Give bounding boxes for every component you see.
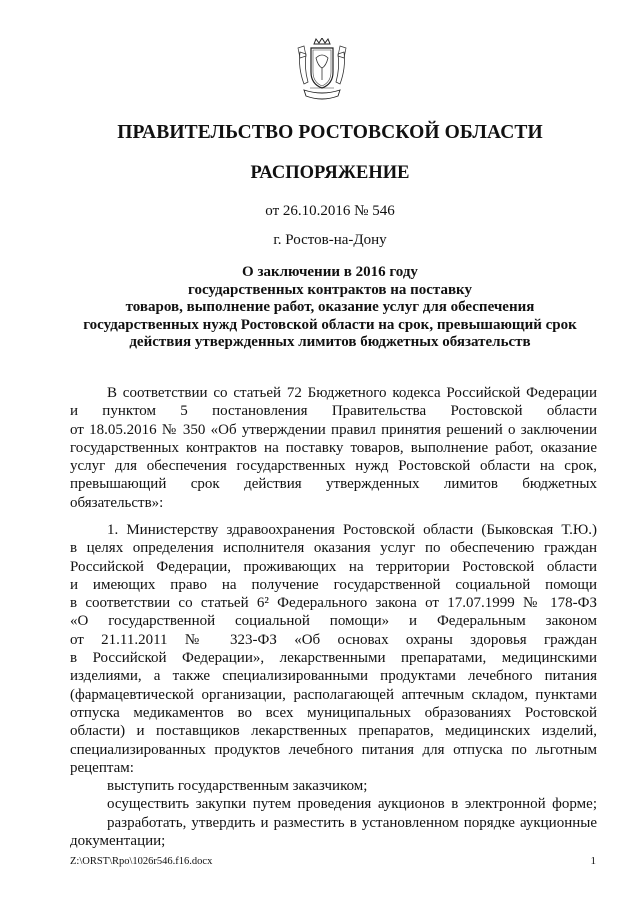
text-line: специализированных продуктов лечебного питания для отпуска по льготным bbox=[70, 741, 597, 758]
document-date-number: от 26.10.2016 № 546 bbox=[265, 203, 395, 219]
text-line: осуществить закупки путем проведения аукционов в электронной форме; bbox=[107, 796, 597, 813]
text-line: и пунктом 5 постановления Правительства Ростовской области bbox=[70, 403, 597, 420]
text-line: изделиями, а также специализированными продуктами лечебного питания bbox=[70, 668, 597, 685]
title-line: О заключении в 2016 году bbox=[242, 264, 418, 280]
text-line: в целях определения исполнителя оказания услуг по обеспечению граждан bbox=[70, 540, 597, 557]
text-line: В соответствии со статьей 72 Бюджетного кодекса Российской Федерации bbox=[107, 385, 597, 401]
title-line: действия утвержденных лимитов бюджетных обязательств bbox=[129, 334, 531, 350]
text-line: от 18.05.2016 № 350 «Об утверждении правил принятия решений о заключении bbox=[70, 421, 597, 438]
coat-of-arms-icon bbox=[296, 38, 348, 104]
title-line: товаров, выполнение работ, оказание услуг для обеспечения bbox=[125, 299, 535, 315]
title-line: государственных контрактов на поставку bbox=[188, 281, 472, 298]
document-type: РАСПОРЯЖЕНИЕ bbox=[250, 163, 410, 183]
text-line: области) и поставщиков лекарственных препаратов, медицинских изделий, bbox=[70, 723, 597, 740]
title-line: государственных нужд Ростовской области на срок, превышающий срок bbox=[83, 316, 577, 333]
text-line: документации; bbox=[70, 833, 166, 850]
text-line: превышающий срок действия утвержденных лимитов бюджетных bbox=[70, 476, 597, 493]
text-line: (фармацевтической организации, располагающей аптечным складом, пунктами bbox=[70, 686, 597, 703]
text-line: от 21.11.2011 № 323-ФЗ «Об основах охраны здоровья граждан bbox=[70, 631, 597, 648]
document-place: г. Ростов-на-Дону bbox=[273, 232, 387, 248]
organization-name: ПРАВИТЕЛЬСТВО РОСТОВСКОЙ ОБЛАСТИ bbox=[117, 122, 543, 143]
text-line: разработать, утвердить и разместить в установленном порядке аукционные bbox=[107, 814, 597, 831]
text-line: в Российской Федерации», лекарственными препаратами, медицинскими bbox=[70, 650, 597, 667]
text-line: Российской Федерации, проживающих на территории Ростовской области bbox=[70, 558, 597, 575]
text-line: в соответствии со статьей 6² Федерального закона от 17.07.1999 № 178-ФЗ bbox=[70, 595, 597, 612]
text-line: государственных контрактов на поставку товаров, выполнение работ, оказание bbox=[70, 439, 597, 456]
text-line: обязательств»: bbox=[70, 494, 164, 511]
text-line: услуг для обеспечения государственных нужд Ростовской области на срок, bbox=[70, 458, 597, 475]
text-line: 1. Министерству здравоохранения Ростовской области (Быковская Т.Ю.) bbox=[107, 522, 597, 538]
text-line: «О государственной социальной помощи» и Федеральным законом bbox=[70, 613, 597, 630]
paragraph-item-1 bbox=[70, 521, 597, 850]
document-title bbox=[70, 264, 590, 352]
text-line: и имеющих право на получение государственной социальной помощи bbox=[70, 576, 597, 593]
footer-page-number: 1 bbox=[590, 855, 596, 867]
text-line: рецептам: bbox=[70, 759, 134, 776]
text-line: отпуска медикаментов во всех муниципальных образованиях Ростовской bbox=[70, 704, 597, 721]
paragraph-preamble bbox=[70, 384, 597, 512]
text-line: выступить государственным заказчиком; bbox=[107, 778, 368, 795]
footer-file-path: Z:\ORST\Rpo\1026r546.f16.docx bbox=[70, 856, 213, 867]
